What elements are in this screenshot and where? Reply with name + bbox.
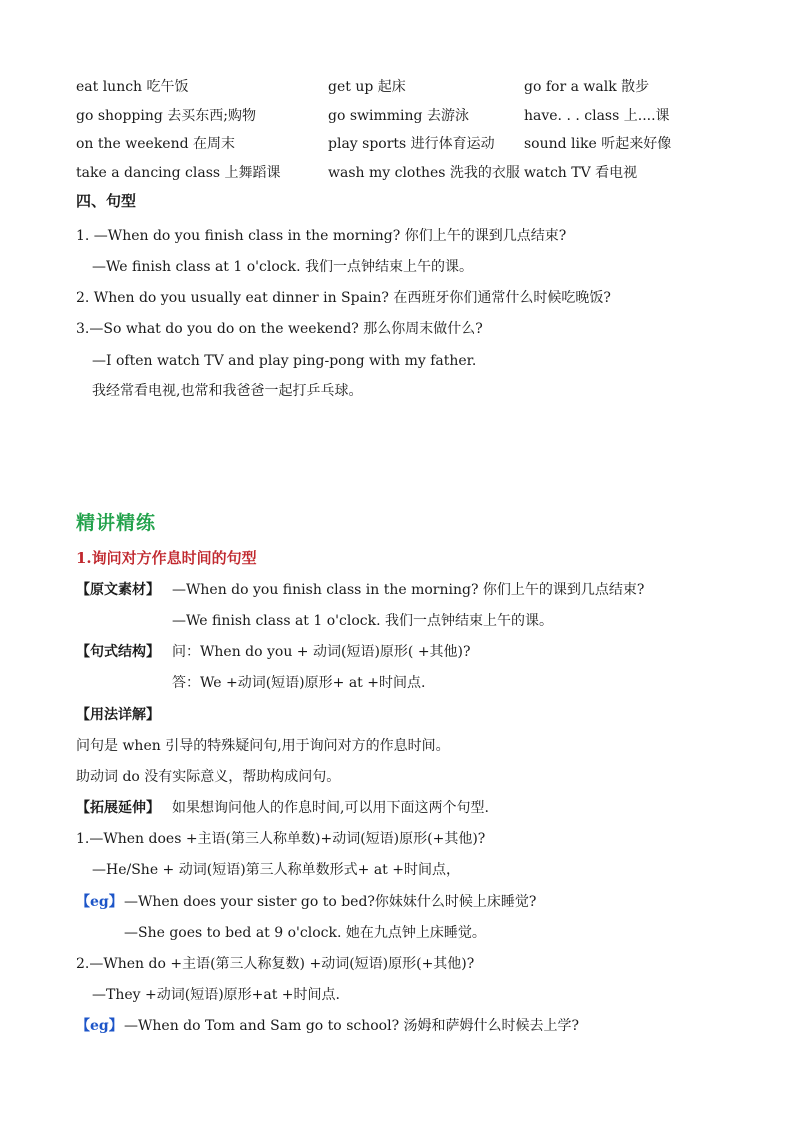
section-title: 精讲精练 — [76, 512, 157, 534]
vocab-cell: take a dancing class 上舞蹈课 — [76, 165, 281, 181]
sentence-3-translation: 我经常看电视,也常和我爸爸一起打乒乓球。 — [92, 383, 363, 399]
vocab-cell: have. . . class 上....课 — [524, 108, 670, 124]
vocab-cell: on the weekend 在周末 — [76, 136, 236, 152]
original-text-line-1: —When do you finish class in the morning? 你们上午的课到几点结束? — [172, 582, 645, 598]
tag-original-text: 【原文素材】 — [76, 582, 160, 598]
structure-answer: 答：We +动词(短语)原形+ at +时间点. — [172, 675, 426, 691]
eg-tag: 【eg】 — [76, 894, 123, 910]
pattern-1-answer: —He/She + 动词(短语)第三人称单数形式+ at +时间点， — [92, 862, 460, 878]
example-1-question: —When does your sister go to bed?你妹妹什么时候上床睡觉? — [124, 894, 537, 910]
vocab-cell: go for a walk 散步 — [524, 79, 650, 95]
subsection-title: 1.询问对方作息时间的句型 — [76, 549, 257, 567]
vocab-cell: go shopping 去买东西;购物 — [76, 108, 257, 124]
structure-question: 问：When do you + 动词(短语)原形( +其他)? — [172, 644, 471, 660]
vocab-cell: sound like 听起来好像 — [524, 136, 672, 152]
vocab-cell: play sports 进行体育运动 — [328, 136, 495, 152]
section-heading: 四、句型 — [76, 192, 137, 210]
original-text-line-2: —We finish class at 1 o'clock. 我们一点钟结束上午的课。 — [172, 613, 553, 629]
sentence-3-answer: —I often watch TV and play ping-pong with my father. — [92, 353, 477, 369]
extension-text: 如果想询问他人的作息时间,可以用下面这两个句型. — [172, 800, 489, 816]
tag-structure: 【句式结构】 — [76, 644, 160, 660]
example-1-answer: —She goes to bed at 9 o'clock. 她在九点钟上床睡觉。 — [124, 925, 486, 941]
example-2-question: —When do Tom and Sam go to school? 汤姆和萨姆什么时候去上学? — [124, 1018, 580, 1034]
vocab-cell: go swimming 去游泳 — [328, 108, 469, 124]
tag-usage: 【用法详解】 — [76, 707, 160, 723]
eg-tag: 【eg】 — [76, 1018, 123, 1034]
usage-line-1: 问句是 when 引导的特殊疑问句,用于询问对方的作息时间。 — [76, 738, 450, 754]
sentence-1-answer: —We finish class at 1 o'clock. 我们一点钟结束上午的课。 — [92, 259, 473, 275]
pattern-1-question: 1.—When does +主语(第三人称单数)+动词(短语)原形(+其他)? — [76, 831, 486, 847]
vocab-cell: get up 起床 — [328, 79, 406, 95]
sentence-1-question: 1. —When do you finish class in the morning? 你们上午的课到几点结束? — [76, 228, 567, 244]
sentence-2: 2. When do you usually eat dinner in Spain? 在西班牙你们通常什么时候吃晚饭? — [76, 290, 611, 306]
pattern-2-question: 2.—When do +主语(第三人称复数) +动词(短语)原形(+其他)? — [76, 956, 475, 972]
sentence-3-question: 3.—So what do you do on the weekend? 那么你周末做什么? — [76, 321, 483, 337]
vocab-cell: watch TV 看电视 — [524, 165, 638, 181]
pattern-2-answer: —They +动词(短语)原形+at +时间点. — [92, 987, 340, 1003]
tag-extension: 【拓展延伸】 — [76, 800, 160, 816]
vocab-cell: wash my clothes 洗我的衣服 — [328, 165, 520, 181]
usage-line-2: 助动词 do 没有实际意义，帮助构成问句。 — [76, 769, 341, 785]
vocab-cell: eat lunch 吃午饭 — [76, 79, 189, 95]
